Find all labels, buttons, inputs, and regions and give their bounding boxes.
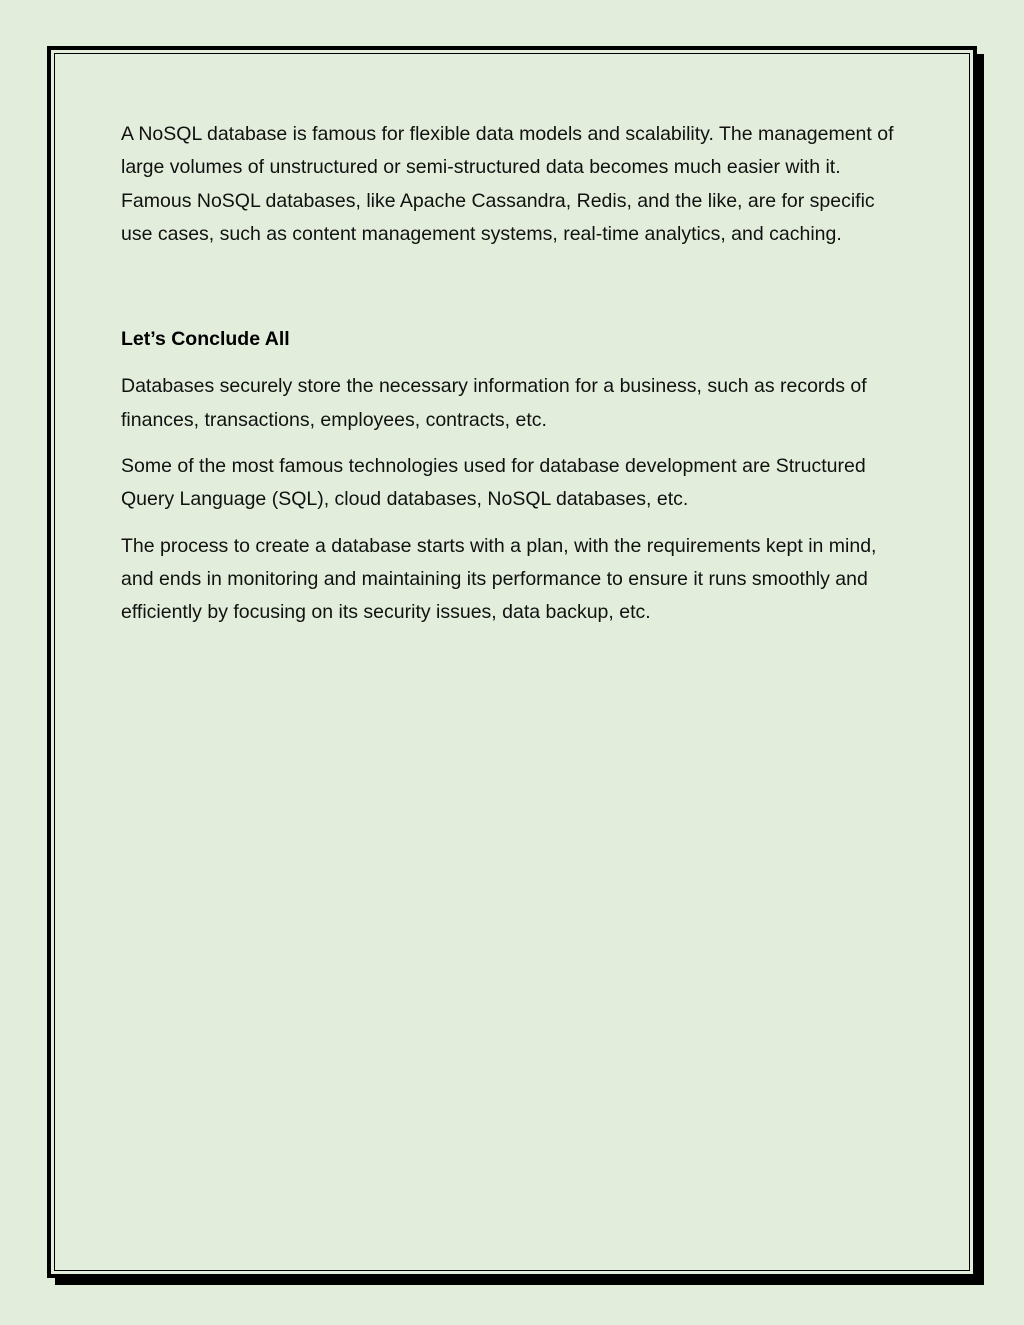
paragraph-databases-store: Databases securely store the necessary information for a business, such as records of finances, transactions, employees, contracts, etc.	[121, 375, 867, 431]
section-heading: Let’s Conclude All	[121, 328, 290, 351]
intro-paragraph: A NoSQL database is famous for flexible data models and scalability. The management of large volumes of unstructured or semi-structured data becomes much easier with it. Famous NoSQL databases, like Apache Cassandra, Redis, and the like, are for specific use cases, such as content management systems, real-time analytics, and caching.	[121, 123, 894, 245]
document-body	[121, 118, 911, 643]
paragraph-process: The process to create a database starts with a plan, with the requirements kept in mind, and ends in monitoring and maintaining its performance to ensure it runs smoothly and efficiently by focusing on its security issues, data backup, etc.	[121, 534, 877, 624]
paragraph-technologies: Some of the most famous technologies used for database development are Structured Query Language (SQL), cloud databases, NoSQL databases, etc.	[121, 455, 866, 511]
